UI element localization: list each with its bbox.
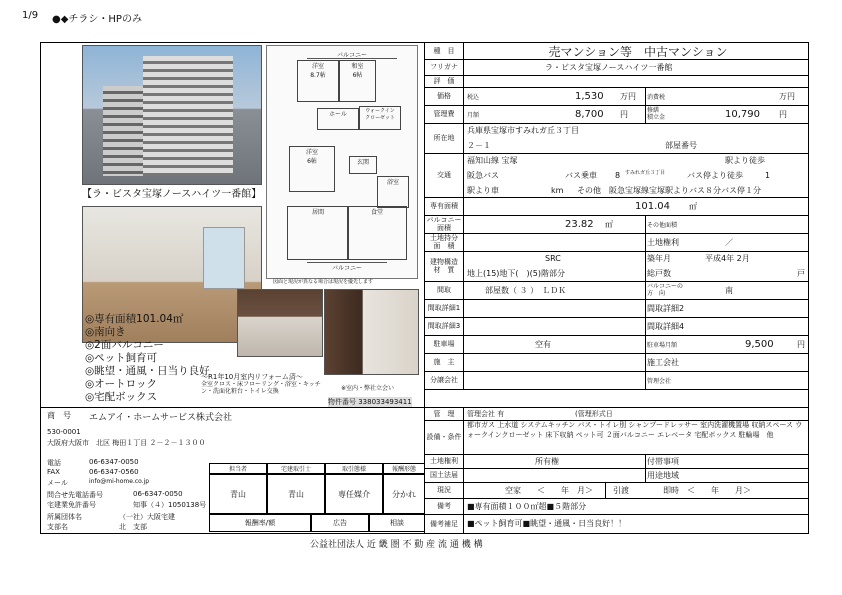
floor-plan	[266, 45, 418, 279]
feature-item: ◎オートロック	[85, 378, 157, 390]
station-walk: 駅より徒歩	[725, 155, 765, 165]
contact-label: 問合せ先電話番号	[47, 491, 103, 499]
parking-fee-label: 駐車場月額	[647, 341, 678, 349]
distribution-mark: ●◆チラシ・HPのみ	[52, 14, 142, 25]
price-unit: 万円	[620, 91, 636, 101]
fee-value: 8,700	[575, 108, 604, 120]
attach-label: 付帯事項	[647, 456, 679, 466]
mail: info@mi-home.co.jp	[89, 478, 150, 485]
feature-item: ◎南向き	[85, 326, 126, 338]
notes-label: 備考	[425, 498, 464, 514]
hallway-photo	[324, 289, 419, 375]
company-name: エムアイ・ホームサービス株式会社	[89, 413, 233, 423]
management-co-label: 管理会社	[647, 377, 672, 385]
feature-list	[85, 313, 210, 404]
photo-caption: 【ラ・ビスタ宝塚ノースハイツ一番館】	[82, 189, 262, 200]
fee-type-label: 報酬形態	[383, 463, 425, 474]
balcony-area-label: バルコニー面積	[425, 215, 464, 233]
bus-stop: すみれガ丘３丁目	[625, 169, 666, 176]
kanri2: (管理形式日	[575, 410, 613, 418]
handover: 即時 ＜ 年 月＞	[663, 485, 751, 495]
contractor-label: 施工会社	[647, 357, 679, 367]
plan-living: 居間	[287, 206, 349, 260]
layout-detail2-label: 間取詳細2	[647, 303, 685, 313]
plan-dining: 食堂	[347, 206, 407, 260]
licensee: 青山	[267, 474, 325, 514]
structure: SRC	[545, 254, 561, 263]
plan-balcony-bottom: バルコニー	[307, 262, 387, 271]
layout-detail3-label: 間取詳細3	[425, 317, 464, 335]
zoning-label: 国土法届	[425, 468, 464, 482]
balcony-direction: 南	[725, 285, 733, 295]
units-suffix: 戸	[797, 269, 805, 278]
built-label: 築年月	[647, 254, 671, 263]
area-unit: ㎡	[689, 201, 697, 211]
balcony-unit: ㎡	[605, 219, 613, 229]
built-date: 平成4年 2月	[705, 254, 750, 263]
page-number: 1/9	[22, 10, 39, 21]
property-id: 物件番号 338033493411	[328, 398, 412, 406]
other-label: その他	[577, 185, 601, 195]
renovation-note: ～R1年10月室内リフォーム済～	[201, 373, 303, 381]
private-area-label: その他面積	[647, 221, 678, 229]
price-value: 1,530	[575, 90, 604, 102]
parking: 空有	[535, 339, 551, 349]
photo-area	[41, 43, 421, 407]
branch-label: 支部名	[47, 523, 68, 531]
property-name: ラ・ビスタ宝塚ノースハイツ一番館	[545, 62, 673, 72]
traffic-label: 交通	[425, 153, 464, 197]
repair-label: 修繕 積立金	[647, 107, 666, 121]
ad-label: 広告	[311, 514, 369, 532]
status-label: 現況	[425, 482, 464, 498]
layout-detail1-label: 間取詳細1	[425, 299, 464, 317]
balcony-area: 23.82	[565, 218, 594, 230]
seller-label: 分譲会社	[425, 371, 464, 389]
station-by-car: 駅より車	[467, 185, 499, 195]
tel-label: 電話	[47, 459, 61, 467]
land-share-label: 土地持分 面 積	[425, 233, 464, 251]
parking-fee: 9,500	[745, 338, 774, 350]
structure-label: 建物構造 材 質	[425, 251, 464, 281]
company-name-label: 商 号	[47, 411, 71, 420]
renovation-items: 全室クロス・床フローリング・浴室・キッチン・洗面化粧台・トイレ交換	[201, 381, 321, 395]
price-tax-label: 税込	[467, 93, 480, 101]
km-unit: km	[551, 185, 564, 195]
plan-entry: 玄関	[349, 156, 377, 174]
layout-label: 間取	[425, 281, 464, 299]
fee-label: 管理費	[425, 105, 464, 123]
deal-label: 取引態様	[325, 463, 383, 474]
feature-item: ◎眺望・通風・日当り良好	[85, 365, 210, 377]
remarks-small-label: 評 価	[425, 75, 464, 87]
repair-unit: 円	[779, 109, 787, 119]
rights: 所有権	[535, 456, 559, 466]
monthly-label: 月額	[467, 111, 480, 119]
room-number-label: 部屋番号	[665, 140, 697, 150]
area-value: 101.04	[635, 200, 670, 212]
consult-label: 相談	[369, 514, 425, 532]
license: 知事（４）1050138号	[133, 501, 207, 509]
owner-label: 施 主	[425, 353, 464, 371]
notes: ■専有面積１００㎡超■５階部分	[467, 501, 587, 511]
parking-fee-unit: 円	[797, 339, 805, 349]
plan-room3: 洋室 6帖	[289, 146, 335, 192]
handover-label: 引渡	[613, 485, 629, 495]
plan-bath: 浴室	[377, 176, 409, 208]
repair-value: 10,790	[725, 108, 760, 120]
zoning2-label: 用途地域	[647, 470, 679, 480]
feature-item: ◎2面バルコニー	[85, 339, 164, 351]
footer-org: 公益社団法人 近 畿 圏 不 動 産 流 通 機 構	[310, 540, 483, 550]
address-line2: ２－１	[467, 140, 491, 150]
plan-room2: 和室 6帖	[339, 60, 376, 102]
contact: 06-6347-0050	[133, 490, 183, 498]
exterior-photo	[82, 45, 262, 185]
rights-label: 土地権利	[425, 454, 464, 468]
feature-item: ◎ペット飼育可	[85, 352, 158, 364]
category-label: 種 目	[425, 43, 464, 59]
kanri-label: 管 理	[425, 408, 464, 420]
consumption-tax-label: 消費税	[647, 93, 666, 101]
fax-label: FAX	[47, 468, 60, 476]
fee-rate-label: 報酬率/額	[209, 514, 311, 532]
deal-type: 専任媒介	[325, 474, 383, 514]
feature-item: ◎宅配ボックス	[85, 391, 158, 403]
balcony-direction-label: バルコニーの 方 向	[647, 283, 684, 297]
units-label: 総戸数	[647, 269, 671, 278]
plan-hall: ホール	[317, 108, 359, 130]
staff: 青山	[209, 474, 267, 514]
price-label: 価格	[425, 87, 464, 105]
license-label: 宅建業免許番号	[47, 501, 96, 509]
land-rights-slash: ／	[725, 237, 733, 247]
layout-detail4-label: 間取詳細4	[647, 321, 685, 331]
area-label: 専有面積	[425, 197, 464, 215]
land-rights-label: 土地権利	[647, 237, 679, 247]
fax: 06-6347-0560	[89, 468, 139, 476]
kanri: 管理会社 有	[467, 410, 505, 418]
address: 兵庫県宝塚市すみれガ丘３丁目	[467, 125, 579, 135]
bus-ride-label: バス乗車	[565, 170, 597, 180]
bus-walk-label: バス停より徒歩	[687, 170, 743, 180]
plan-room1: 洋室 8.7帖	[297, 60, 339, 102]
remarks-label: 備考補足	[425, 514, 464, 533]
branch: 北 支部	[119, 523, 147, 531]
plan-balcony-top: バルコニー	[307, 50, 397, 59]
property-table	[424, 43, 809, 407]
bottom-section	[41, 398, 808, 534]
assoc: （一社）大阪宅建	[119, 513, 175, 521]
photo-note: ※室内・弊社立会い	[341, 385, 395, 392]
parking-label: 駐車場	[425, 335, 464, 353]
status: 空家 ＜ 年 月＞	[505, 485, 593, 495]
plan-wic: ウォークイン クローゼット	[359, 106, 401, 130]
licensee-label: 宅建取引士	[267, 463, 325, 474]
equipment-label: 設備・条件	[425, 420, 464, 454]
bus-walk-minutes: 1	[765, 170, 771, 180]
listing-title: 売マンション等 中古マンション	[548, 44, 728, 59]
location-label: 所在地	[425, 123, 464, 153]
floor-plan-note: 図面と現況が異なる場合は現況を優先します	[273, 279, 374, 285]
staff-label: 担当者	[209, 463, 267, 474]
rail-line: 福知山線 宝塚	[467, 155, 518, 165]
fee-type: 分かれ	[383, 474, 425, 514]
property-sheet	[40, 42, 809, 534]
furigana-label: フリガナ	[425, 59, 464, 75]
equipment: 都市ガス 上水道 システムキッチン バス・トイレ別 シャンプードレッサー 室内洗濯機置場 収納スペース ウォークインクローゼット 床下収納 ペット可 ２面バルコニー エレベータ 宅配ボックス 駐輪場 他	[467, 421, 803, 439]
zip: 530-0001	[47, 428, 81, 436]
kitchen-photo	[237, 289, 323, 357]
company-address: 大阪府大阪市 北区 梅田１丁目 ２－２－１３００	[47, 439, 206, 447]
other-access: 阪急宝塚線宝塚駅よりバス８分バス停１分	[609, 185, 761, 195]
feature-item: ◎専有面積101.04㎡	[85, 313, 184, 325]
layout: 部屋数（ ３ ） ＬＤＫ	[485, 285, 567, 295]
remarks: ■ペット飼育可■眺望・通風・日当良好！！	[467, 519, 627, 528]
bus-minutes: 8	[615, 170, 621, 180]
assoc-label: 所属団体名	[47, 513, 82, 521]
mail-label: メール	[47, 479, 68, 487]
fee-unit: 円	[620, 109, 628, 119]
floors: 地上(15)地下( )(5)階部分	[467, 269, 565, 278]
tax-unit: 万円	[779, 91, 795, 101]
bus-company: 阪急バス	[467, 170, 499, 180]
tel: 06-6347-0050	[89, 458, 139, 466]
